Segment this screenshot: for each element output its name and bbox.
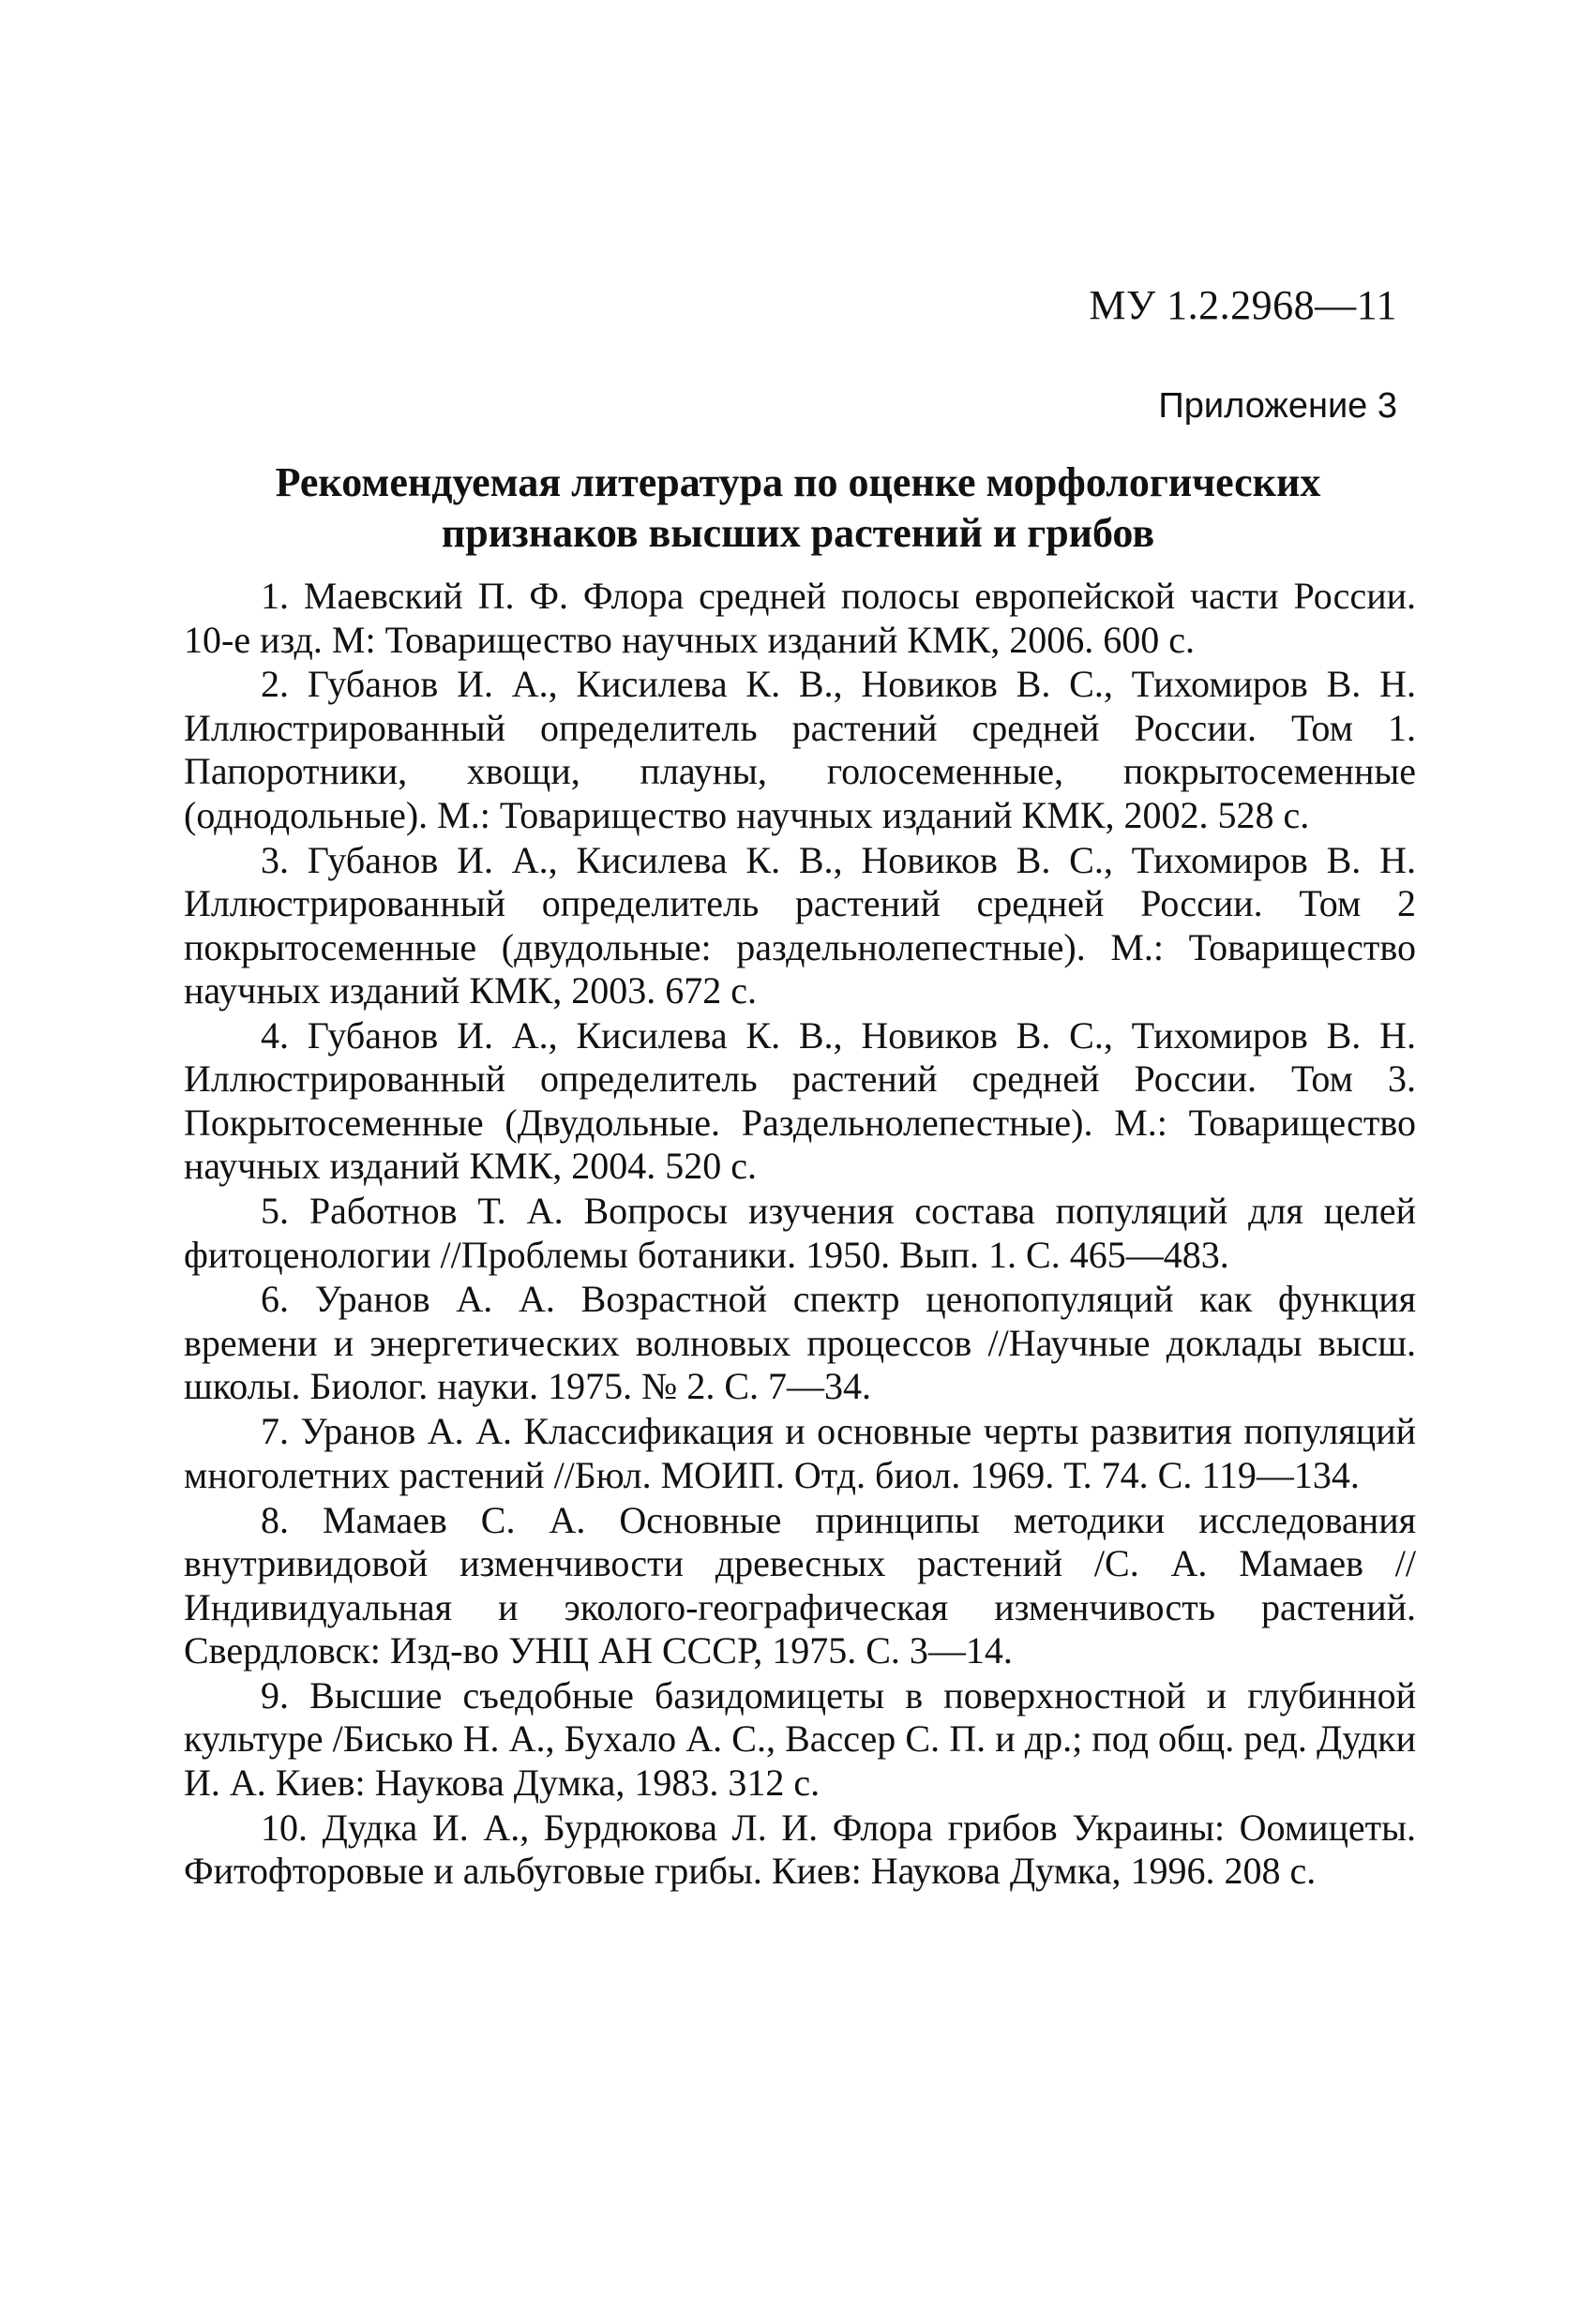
reference-number: 4. <box>261 1013 289 1057</box>
reference-text: Губанов И. А., Кисилева К. В., Новиков В. С., Тихомиров В. Н. Иллюстрированный определитель растений средней России. Том 3. Покрытосеменные (Двудольные. Раздельнолепестные). М.: Товарищество научных изданий КМК, 2004. 520 с. <box>184 1013 1416 1188</box>
reference-number: 5. <box>261 1190 289 1233</box>
reference-number: 9. <box>261 1673 289 1717</box>
document-code: МУ 1.2.2968—11 <box>1089 282 1397 328</box>
reference-number: 1. <box>261 575 289 617</box>
reference-number: 3. <box>261 838 289 881</box>
reference-text: Уранов А. А. Возрастной спектр ценопопуляций как функция времени и энергетических волновых процессов //Научные доклады высш. школы. Биолог. науки. 1975. № 2. С. 7—34. <box>184 1278 1416 1408</box>
reference-item <box>184 1190 1416 1277</box>
reference-text: Губанов И. А., Кисилева К. В., Новиков В. С., Тихомиров В. Н. Иллюстрированный определитель растений средней России. Том 1. Папоротники, хвощи, плауны, голосеменные, покрытосеменные (однодольные). М.: Товарищество научных изданий КМК, 2002. 528 с. <box>184 663 1416 836</box>
reference-text: Работнов Т. А. Вопросы изучения состава популяций для целей фитоценологии //Проблемы ботаники. 1950. Вып. 1. С. 465—483. <box>184 1190 1416 1276</box>
reference-item <box>184 1499 1416 1673</box>
reference-item <box>184 1278 1416 1409</box>
reference-number: 6. <box>261 1278 289 1321</box>
section-title <box>183 457 1413 559</box>
reference-text: Маевский П. Ф. Флора средней полосы европейской части России. 10-е изд. М: Товарищество научных изданий КМК, 2006. 600 с. <box>184 575 1417 661</box>
reference-text: Высшие съедобные базидомицеты в поверхностной и глубинной культуре /Бисько Н. А., Бухало А. С., Вассер С. П. и др.; под общ. ред. Дудки И. А. Киев: Наукова Думка, 1983. 312 с. <box>184 1673 1416 1804</box>
reference-number: 8. <box>261 1498 289 1541</box>
reference-item <box>184 839 1416 1013</box>
reference-item <box>184 1014 1416 1189</box>
reference-text: Дудка И. А., Бурдюкова Л. И. Флора грибов Украины: Оомицеты. Фитофторовые и альбуговые грибы. Киев: Наукова Думка, 1996. 208 с. <box>184 1806 1416 1893</box>
reference-number: 7. <box>261 1410 289 1453</box>
reference-item <box>184 1807 1416 1894</box>
reference-text: Уранов А. А. Классификация и основные черты развития популяций многолетних растений //Бюл. МОИП. Отд. биол. 1969. Т. 74. С. 119—134. <box>184 1410 1417 1496</box>
reference-item <box>184 663 1416 837</box>
section-title-line-2: признаков высших растений и грибов <box>441 510 1155 556</box>
section-title-line-1: Рекомендуемая литература по оценке морфологических <box>275 459 1321 505</box>
reference-number: 2. <box>261 663 289 706</box>
reference-list <box>184 575 1416 1895</box>
reference-text: Мамаев С. А. Основные принципы методики исследования внутривидовой изменчивости древесных растений /С. А. Мамаев //Индивидуальная и эколого-географическая изменчивость растений. Свердловск: Изд-во УНЦ АН СССР, 1975. С. 3—14. <box>184 1498 1417 1672</box>
reference-item <box>184 1674 1416 1806</box>
reference-number: 10. <box>261 1806 308 1849</box>
appendix-label: Приложение 3 <box>1158 386 1397 426</box>
reference-item <box>184 575 1416 662</box>
reference-text: Губанов И. А., Кисилева К. В., Новиков В. С., Тихомиров В. Н. Иллюстрированный определитель растений средней России. Том 2 покрытосеменные (двудольные: раздельнолепестные). М.: Товарищество научных изданий КМК, 2003. 672 с. <box>184 838 1416 1012</box>
reference-item <box>184 1410 1416 1497</box>
